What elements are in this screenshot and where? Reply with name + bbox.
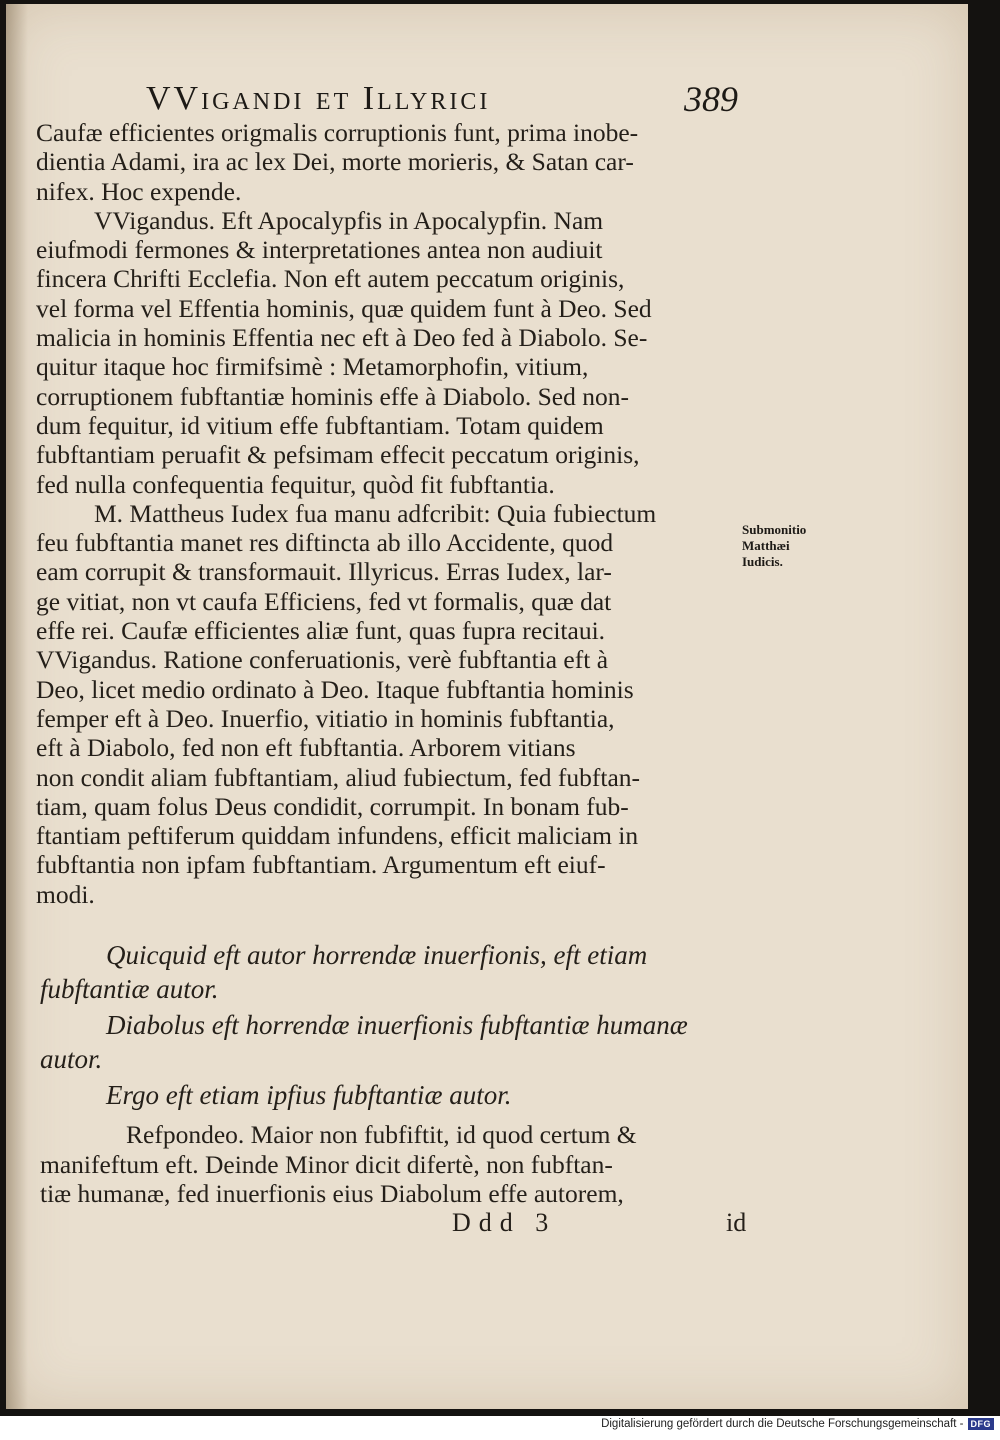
syllogism-line: Ergo eft etiam ipfius fubftantiæ autor. [106,1080,512,1110]
text-line: fubftantiam peruafit & pefsimam effecit peccatum originis, [36,440,640,470]
text-line: tiæ humanæ, fed inuerfionis eius Diabolum effe autorem, [40,1179,624,1208]
syllogism-line: autor. [40,1044,103,1074]
margin-note [742,522,852,570]
text-line: malicia in hominis Effentia nec eft à Deo fed à Diabolo. Se- [36,323,648,353]
text-line: vel forma vel Effentia hominis, quæ quidem funt à Deo. Sed [36,293,652,323]
text-line: tiam, quam folus Deus condidit, corrumpit. In bonam fub- [36,791,629,821]
page-number: 389 [684,79,738,119]
margin-note-line: Matthæi [742,538,790,553]
text-line: corruptionem fubftantiæ hominis effe à Diabolo. Sed non- [36,381,629,411]
text-line: quitur itaque hoc firmifsimè : Metamorphofin, vitium, [36,352,589,382]
text-line: Deo, licet medio ordinato à Deo. Itaque fubftantia hominis [36,674,634,704]
credit-text: Digitalisierung gefördert durch die Deutsche Forschungsgemeinschaft - [601,1418,964,1430]
text-line: manifeftum eft. Deinde Minor dicit difertè, non fubftan- [40,1149,613,1179]
text-line: effe rei. Caufæ efficientes aliæ funt, quas fupra recitaui. [36,616,606,646]
main-text-block [36,118,740,909]
text-line: fincera Chrifti Ecclefia. Non eft autem peccatum originis, [36,264,625,294]
signature-mark: Ddd 3 [452,1208,557,1237]
syllogism-minor [40,1008,760,1076]
margin-note-line: Submonitio [742,522,807,537]
page-gutter [6,4,28,1409]
text-line: femper eft à Deo. Inuerfio, vitiatio in hominis fubftantia, [36,703,615,733]
text-line: VVigandus. Eft Apocalypfis in Apocalypfin. Nam [94,205,604,235]
text-line: eiufmodi fermones & interpretationes antea non audiuit [36,235,603,265]
syllogism-line: fubftantiæ autor. [40,974,219,1004]
text-line: VVigandus. Ratione conferuationis, verè fubftantia eft à [36,645,609,675]
catchword: id [726,1208,747,1237]
text-line: dum fequitur, id vitium effe fubftantiam. Totam quidem [36,410,604,440]
text-line: ge vitiat, non vt caufa Efficiens, fed vt formalis, quæ dat [36,586,612,616]
text-line: ftantiam peftiferum quiddam infundens, efficit maliciam in [36,821,639,851]
running-head: VVigandi et Illyrici [146,80,491,117]
syllogism-line: Diabolus eft horrendæ inuerfionis fubftantiæ humanæ [106,1010,688,1040]
text-line: modi. [36,879,95,909]
syllogism-line: Quicquid eft autor horrendæ inuerfionis, eft etiam [106,940,648,970]
text-line: Refpondeo. Maior non fubfiftit, id quod certum & [126,1120,637,1149]
dfg-logo: DFG [968,1418,995,1430]
margin-note-line: Iudicis. [742,554,783,569]
text-line: eam corrupit & transformauit. Illyricus. Erras Iudex, lar- [36,557,612,587]
text-line: fed nulla confequentia fequitur, quòd fit fubftantia. [36,469,555,499]
text-line: non condit aliam fubftantiam, aliud fubiectum, fed fubftan- [36,762,641,792]
text-line: Caufæ efficientes origmalis corruptionis funt, prima inobe- [36,118,639,147]
text-line: feu fubftantia manet res diftincta ab illo Accidente, quod [36,528,614,558]
text-line: fubftantia non ipfam fubftantiam. Argumentum eft eiuf- [36,850,606,880]
text-line: eft à Diabolo, fed non eft fubftantia. Arborem vitians [36,733,576,763]
text-line: dientia Adami, ira ac lex Dei, morte morieris, & Satan car- [36,147,634,177]
response-block [40,1120,752,1209]
syllogism-conclusion [40,1078,760,1112]
text-line: nifex. Hoc expende. [36,176,242,206]
digitization-credit [601,1418,994,1430]
syllogism-major [40,938,760,1006]
text-line: M. Mattheus Iudex fua manu adfcribit: Quia fubiectum [94,498,657,528]
